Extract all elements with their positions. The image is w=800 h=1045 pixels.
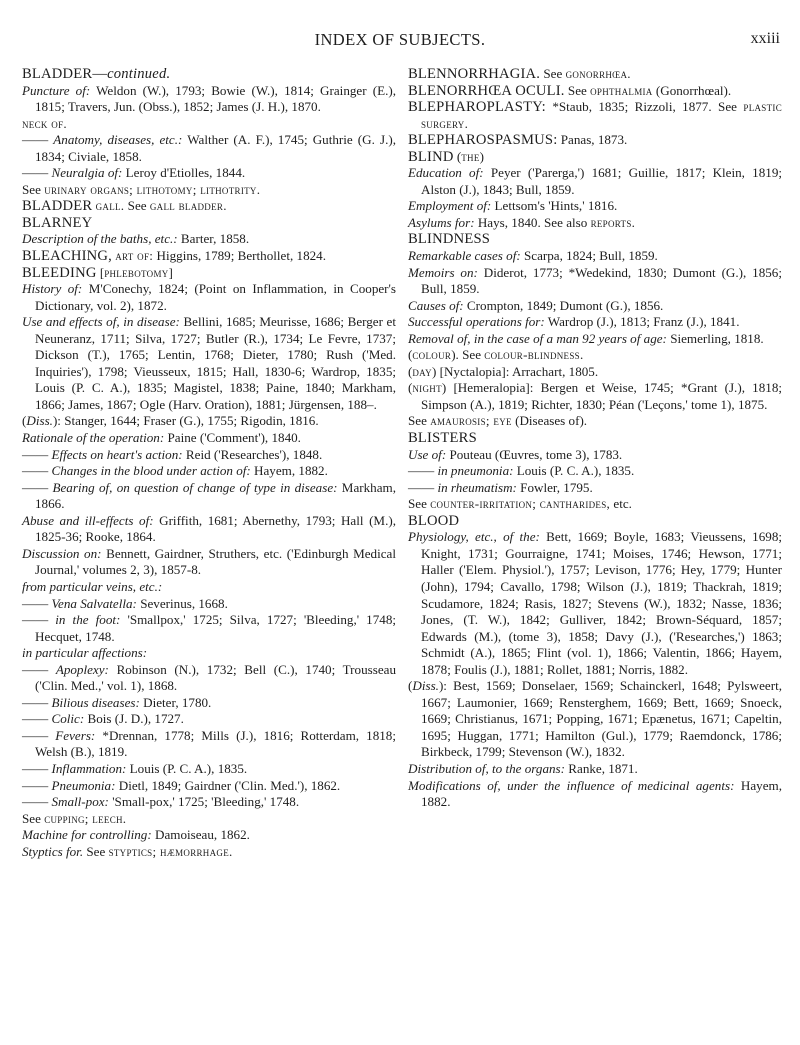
index-entry: (colour). See colour-blindness. bbox=[408, 347, 584, 363]
index-entry: Description of the baths, etc.: Barter, 1858. bbox=[22, 231, 250, 247]
index-entry: See amaurosis; eye (Diseases of). bbox=[408, 413, 588, 429]
index-entry: Puncture of: Weldon (W.), 1793; Bowie (W.), 1814; Grainger (E.), 1815; Travers, Jun. (Obss.), 1852; James (J. H.), 1870. bbox=[22, 82, 396, 115]
index-entry: Machine for controlling: Damoiseau, 1862. bbox=[22, 827, 250, 843]
index-entry: BLENORRHŒA OCULI. See ophthalmia (Gonorrhœal). bbox=[408, 82, 732, 99]
index-entry: BLADDER—continued. bbox=[22, 66, 171, 82]
index-entry: BLEPHAROPLASTY: *Staub, 1835; Rizzoli, 1877. See plastic surgery. bbox=[408, 99, 782, 131]
index-entry: Modifications of, under the influence of medicinal agents: Hayem, 1882. bbox=[408, 777, 782, 810]
index-entry: —— Fevers: *Drennan, 1778; Mills (J.), 1816; Rotterdam, 1818; Welsh (B.), 1819. bbox=[22, 727, 396, 760]
index-entry: Successful operations for: Wardrop (J.), 1813; Franz (J.), 1841. bbox=[408, 314, 740, 330]
index-entry: See urinary organs; lithotomy; lithotrity. bbox=[22, 181, 261, 197]
page-header bbox=[0, 0, 800, 60]
page-number: xxiii bbox=[750, 30, 780, 47]
page-title: INDEX OF SUBJECTS. bbox=[314, 30, 486, 49]
index-entry: —— Changes in the blood under action of: Hayem, 1882. bbox=[22, 463, 328, 479]
index-entry: See cupping; leech. bbox=[22, 810, 127, 826]
index-entry: BLISTERS bbox=[408, 430, 477, 447]
index-entry: —— Apoplexy: Robinson (N.), 1732; Bell (C.), 1740; Trousseau ('Clin. Med.,' vol. 1), 1868. bbox=[22, 661, 396, 694]
left-column bbox=[22, 66, 396, 860]
index-entry: —— Anatomy, diseases, etc.: Walther (A. F.), 1745; Guthrie (G. J.), 1834; Civiale, 1858. bbox=[22, 132, 396, 164]
index-entry: BLENNORRHAGIA. See gonorrhœa. bbox=[408, 66, 631, 82]
index-entry: —— Inflammation: Louis (P. C. A.), 1835. bbox=[22, 760, 248, 776]
index-entry: —— Effects on heart's action: Reid ('Researches'), 1848. bbox=[22, 446, 323, 462]
index-entry: BLEPHAROSPASMUS: Panas, 1873. bbox=[408, 132, 628, 149]
index-entry: BLOOD bbox=[408, 512, 460, 529]
index-entry: Styptics for. See styptics; hæmorrhage. bbox=[22, 843, 233, 859]
index-entry: (night) [Hemeralopia]: Bergen et Weise, 1745; *Grant (J.), 1818; Simpson (A.), 1819; Richter, 1830; Péan ('Leçons,' tome 1), 1875. bbox=[408, 380, 782, 412]
index-entry: Abuse and ill-effects of: Griffith, 1681; Abernethy, 1793; Hall (M.), 1825-36; Rooke, 1864. bbox=[22, 512, 396, 545]
index-entry: Education of: Peyer ('Parerga,') 1681; Guillie, 1817; Klein, 1819; Alston (J.), 1843; Bull, 1859. bbox=[408, 165, 783, 197]
index-entry: —— Bearing of, on question of change of type in disease: Markham, 1866. bbox=[22, 479, 396, 512]
index-entry: —— Small-pox: 'Small-pox,' 1725; 'Bleeding,' 1748. bbox=[22, 794, 300, 810]
index-entry: BLIND (the) bbox=[408, 148, 485, 165]
index-entry: —— Neuralgia of: Leroy d'Etiolles, 1844. bbox=[22, 165, 246, 181]
index-entry: in particular affections: bbox=[22, 645, 148, 661]
index-entry: —— Colic: Bois (J. D.), 1727. bbox=[22, 711, 184, 727]
index-entry: Employment of: Lettsom's 'Hints,' 1816. bbox=[408, 198, 618, 214]
index-entry: (Diss.): Best, 1569; Donselaer, 1569; Schainckerl, 1648; Pylsweert, 1667; Laumonier, 1669; Rensterghem, 1669; Bett, 1669; Snoeck, 1669; Christianus, 1671; Popping, 1671; Epænetus, 1671; Capeltin, 1695; Huggan, 1771; Hamilton (Gul.), 1779; Raemdonck, 1786; Birkbeck, 1799; Stevenson (W.), 1832. bbox=[408, 678, 782, 760]
index-entry: BLEEDING [phlebotomy] bbox=[22, 264, 173, 281]
index-entry: BLADDER gall. See gall bladder. bbox=[22, 198, 227, 215]
index-entry: —— in rheumatism: Fowler, 1795. bbox=[408, 479, 593, 495]
index-entry: BLEACHING, art of: Higgins, 1789; Berthollet, 1824. bbox=[22, 248, 326, 265]
index-entry: Use and effects of, in disease: Bellini, 1685; Meurisse, 1686; Berger et Neuneranz, 1711; Silva, 1727; Butler (R.), 1734; Le Fevre, 1737; Dickson (T.), 1765; Lentin, 1768; Dieter, 1780; Rush ('Med. Inquiries'), 1798; Vieusseux, 1815; Hall, 1830-6; Wardrop, 1835; Louis (P. C. A.), 1835; Magistel, 1838; Paine, 1840; Markham, 1866; James, 1867; Ogle (Harv. Oration), 1881; Jürgensen, 188–. bbox=[22, 314, 396, 412]
right-column bbox=[408, 66, 782, 811]
index-entry: —— Pneumonia: Dietl, 1849; Gairdner ('Clin. Med.'), 1862. bbox=[22, 777, 341, 793]
index-entry: Discussion on: Bennett, Gairdner, Struthers, etc. ('Edinburgh Medical Journal,' volumes 2, 3), 1857-8. bbox=[22, 545, 397, 578]
index-entry: —— Vena Salvatella: Severinus, 1668. bbox=[22, 595, 228, 611]
index-entry: (day) [Nyctalopia]: Arrachart, 1805. bbox=[408, 363, 599, 379]
index-entry: —— Bilious diseases: Dieter, 1780. bbox=[22, 694, 212, 710]
index-entry: Remarkable cases of: Scarpa, 1824; Bull, 1859. bbox=[408, 248, 658, 264]
index-entry: —— in the foot: 'Smallpox,' 1725; Silva, 1727; 'Bleeding,' 1748; Hecquet, 1748. bbox=[22, 612, 396, 644]
index-entry: Asylums for: Hays, 1840. See also reports. bbox=[408, 214, 636, 230]
index-entry: from particular veins, etc.: bbox=[22, 578, 163, 594]
index-entry: Rationale of the operation: Paine ('Comment'), 1840. bbox=[22, 430, 301, 446]
index-entry: History of: M'Conechy, 1824; (Point on Inflammation, in Cooper's Dictionary, vol. 2), 1872. bbox=[22, 281, 396, 313]
index-entry: See counter-irritation; cantharides, etc. bbox=[408, 496, 632, 512]
index-entry: Removal of, in the case of a man 92 years of age: Siemerling, 1818. bbox=[408, 330, 764, 346]
index-entry: BLARNEY bbox=[22, 214, 93, 231]
index-entry: —— in pneumonia: Louis (P. C. A.), 1835. bbox=[408, 463, 635, 479]
index-entry: neck of. bbox=[22, 115, 67, 131]
index-entry: Memoirs on: Diderot, 1773; *Wedekind, 1830; Dumont (G.), 1856; Bull, 1859. bbox=[408, 264, 782, 297]
index-entry: (Diss.): Stanger, 1644; Fraser (G.), 1755; Rigodin, 1816. bbox=[22, 413, 319, 429]
index-entry: Use of: Pouteau (Œuvres, tome 3), 1783. bbox=[408, 446, 623, 462]
index-entry: BLINDNESS bbox=[408, 231, 491, 248]
index-entry: Distribution of, to the organs: Ranke, 1871. bbox=[408, 760, 638, 776]
index-entry: Physiology, etc., of the: Bett, 1669; Boyle, 1683; Vieussens, 1698; Knight, 1731; Gourraigne, 1741; Moises, 1746; Hewson, 1771; Haller ('Elem. Physiol.'), 1757; Levison, 1776; Hey, 1779; Hunter (John), 1794; Cavallo, 1798; Wilson (J.), 1819; Thackrah, 1819; Scudamore, 1824; Rasis, 1827; Stevens (W.), 1832; Nasse, 1836; Jones, (T. W.), 1842; Gulliver, 1842; Brown-Séquard, 1857; Edwards (M.), (tome 3), 1858; Davy (J.), ('Researches,') 1863; Schmidt (A.), 1865; Flint (vol. 1), 1866; Valentin, 1866; Hayem, 1878; Foulis (J.), 1881; Rollet, 1881; Norris, 1882. bbox=[408, 529, 783, 677]
index-entry: Causes of: Crompton, 1849; Dumont (G.), 1856. bbox=[408, 297, 664, 313]
